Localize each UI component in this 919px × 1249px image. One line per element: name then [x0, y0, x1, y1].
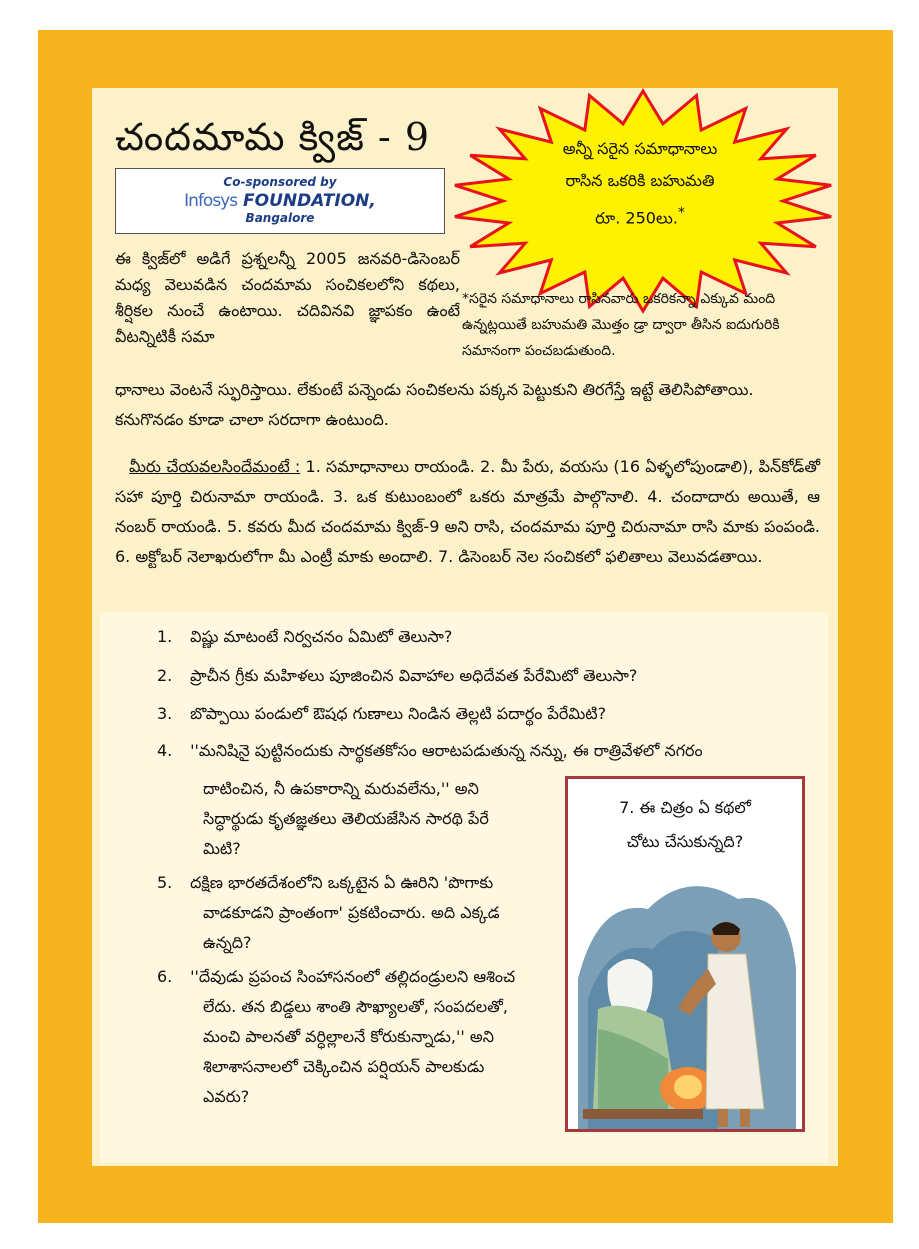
- intro-paragraph: ఈ క్విజ్‌లో అడిగే ప్రశ్నలన్నీ 2005 జనవరి-డిసెంబర్ మధ్య వెలువడిన చందమామ సంచికలలోని కథలు, శీర్షికల నుంచే ఉంటాయి. చదివినవి జ్ఞాపకం ఉంటే వీటన్నిటికీ సమా: [115, 249, 460, 346]
- question-7-caption: [568, 791, 802, 859]
- intro-paragraph-continued: ధానాలు వెంటనే స్ఫురిస్తాయి. లేకుంటే పన్నెండు సంచికలను పక్కన పెట్టుకుని తిరగేస్తే ఇట్టే తెలిసిపోతాయి. కనుగొనడం కూడా చాలా సరదాగా ఉంటుంది.: [115, 380, 754, 429]
- question-3: [157, 699, 817, 729]
- question-4-line-4: మిటి?: [203, 839, 241, 858]
- prize-line-3: రూ. 250లు.: [595, 208, 678, 228]
- question-6-line-4: శిలాశాసనాలలో చెక్కించిన పర్షియన్ పాలకుడు: [203, 1057, 485, 1076]
- caption-line-1: 7. ఈ చిత్రం ఏ కథలో: [619, 798, 751, 817]
- instructions-lead: మీరు చేయవలసిందేమంటే :: [129, 457, 301, 476]
- question-number: 5.: [157, 873, 173, 892]
- sponsor-logo-box: [115, 168, 445, 234]
- question-number: 4.: [157, 741, 173, 760]
- question-4: [157, 736, 817, 766]
- question-7-picture-box: [565, 776, 805, 1132]
- prize-line-2: రాసిన ఒకరికి బహుమతి: [565, 171, 715, 190]
- question-2: [157, 661, 817, 691]
- instructions-text: 1. సమాధానాలు రాయండి. 2. మీ పేరు, వయసు (16 ఏళ్ళలోపుండాలి), పిన్‌కోడ్‌తో సహా పూర్తి చిరునామా రాయండి. 3. ఒక కుటుంబంలో ఒకరు మాత్రమే పాల్గొనాలి. 4. చందాదారు అయితే, ఆ నంబర్ రాయండి. 5. కవరు మీద చందమామ క్విజ్-9 అని రాసి, చందమామ పూర్తి చిరునామా రాసి మాకు పంపండి. 6. అక్టోబర్ నెలాఖరులోగా మీ ఎంట్రీ మాకు అందాలి. 7. డిసెంబర్ నెల సంచికలో ఫలితాలు వెలువడతాయి.: [115, 457, 820, 566]
- foundation-logo: [116, 191, 444, 211]
- question-text: ప్రాచీన గ్రీకు మహిళలు పూజించిన వివాహాల అధిదేవత పేరేమిటో తెలుసా?: [190, 666, 638, 685]
- prize-asterisk: *: [677, 205, 685, 221]
- story-illustration-icon: [568, 859, 802, 1129]
- question-text: దక్షిణ భారతదేశంలోని ఒక్కటైన ఏ ఊరిని 'పొగాకు: [190, 873, 494, 892]
- prize-line-1: అన్నీ సరైన సమాధానాలు: [562, 139, 718, 158]
- question-number: 2.: [157, 666, 173, 685]
- prize-footnote: *సరైన సమాధానాలు రాసినవారు ఒకరికన్నా ఎక్కువ మంది ఉన్నట్లయితే బహుమతి మొత్తం డ్రా ద్వారా తీసిన ఐదుగురికి సమానంగా పంచబడుతుంది.: [462, 291, 780, 359]
- question-5-line-3: ఉన్నది?: [203, 933, 252, 952]
- question-text: విష్ణు మాటంటే నిర్వచనం ఏమిటో తెలుసా?: [190, 627, 453, 646]
- question-5-line-2: వాడకూడని ప్రాంతంగా' ప్రకటించారు. అది ఎక్కడ: [203, 903, 500, 922]
- sponsor-place: Bangalore: [245, 211, 315, 225]
- question-6-line-3: మంచి పాలనతో వర్ధిల్లాలనే కోరుకున్నాడు,'' అని: [203, 1027, 494, 1046]
- foundation-name: FOUNDATION,: [243, 191, 376, 211]
- question-6-line-2: లేదు. తన బిడ్డలు శాంతి సౌఖ్యాలతో, సంపదలతో,: [203, 997, 508, 1016]
- prize-announcement: [520, 133, 760, 234]
- question-text: బొప్పాయి పండులో ఔషధ గుణాలు నిండిన తెల్లటి పదార్థం పేరేమిటి?: [190, 704, 607, 723]
- infosys-brand: Infosys: [184, 191, 238, 211]
- question-text: ''దేవుడు ప్రపంచ సింహాసనంలో తల్లిదండ్రులని ఆశించ: [190, 967, 516, 986]
- question-text: ''మనిషినై పుట్టినందుకు సార్థకతకోసం ఆరాటపడుతున్న నన్ను, ఈ రాత్రివేళలో నగరం: [190, 741, 703, 760]
- question-number: 3.: [157, 704, 173, 723]
- question-6: [157, 962, 557, 992]
- question-4-line-2: దాటించిన, నీ ఉపకారాన్ని మరువలేను,'' అని: [203, 779, 479, 798]
- question-5: [157, 868, 557, 898]
- caption-line-2: చోటు చేసుకున్నది?: [626, 832, 744, 851]
- question-number: 1.: [157, 627, 173, 646]
- question-4-line-3: సిద్ధార్థుడు కృతజ్ఞతలు తెలియజేసిన సారథి పేరే: [203, 809, 489, 828]
- question-1: [157, 622, 817, 652]
- question-number: 6.: [157, 967, 173, 986]
- instructions-paragraph: [115, 452, 820, 572]
- question-6-line-5: ఎవరు?: [203, 1087, 250, 1106]
- page-title: చందమామ క్విజ్ - 9: [115, 115, 431, 159]
- cosponsored-label: Co-sponsored by: [223, 175, 337, 189]
